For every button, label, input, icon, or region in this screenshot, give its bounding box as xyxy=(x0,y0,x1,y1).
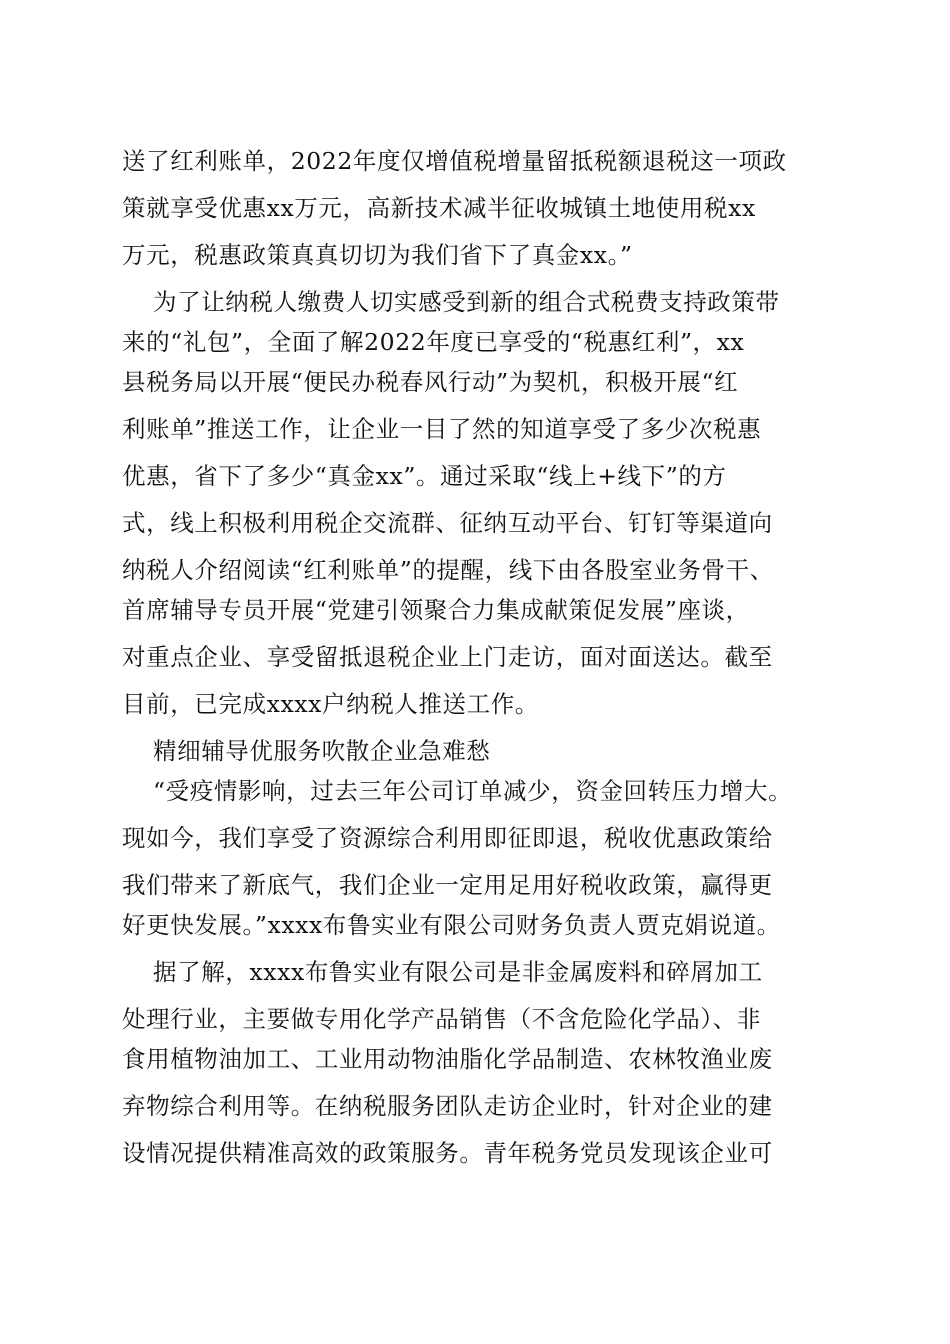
text-line-21: 食用植物油加工、工业用动物油脂化学品制造、农林牧渔业废 xyxy=(122,1045,773,1073)
quote-start-line: “受疫情影响，过去三年公司订单减少，资金回转压力增大。 xyxy=(153,777,793,805)
text-line-22: 弃物综合利用等。在纳税服务团队走访企业时，针对企业的建 xyxy=(122,1092,773,1120)
section-heading: 精细辅导优服务吹散企业急难愁 xyxy=(153,737,491,765)
text-line-12: 对重点企业、享受留抵退税企业上门走访，面对面送达。截至 xyxy=(122,643,773,671)
paragraph-start-line: 为了让纳税人缴费人切实感受到新的组合式税费支持政策带 xyxy=(153,288,780,316)
text-line-2: 策就享受优惠xx万元，高新技术减半征收城镇土地使用税xx xyxy=(122,194,756,222)
text-line-17: 我们带来了新底气，我们企业一定用足用好税收政策，赢得更 xyxy=(122,871,773,899)
text-line-16: 现如今，我们享受了资源综合利用即征即退，税收优惠政策给 xyxy=(122,824,773,852)
text-line-18: 好更快发展。”xxxx布鲁实业有限公司财务负责人贾克娟说道。 xyxy=(122,911,781,939)
text-line-8: 优惠，省下了多少“真金xx”。通过采取“线上+线下”的方 xyxy=(122,462,727,490)
text-line-1: 送了红利账单，2022年度仅增值税增量留抵税额退税这一项政 xyxy=(122,147,787,175)
text-line-7: 利账单”推送工作，让企业一目了然的知道享受了多少次税惠 xyxy=(122,415,762,443)
text-line-3: 万元，税惠政策真真切切为我们省下了真金xx。” xyxy=(122,241,633,269)
text-line-9: 式，线上积极利用税企交流群、征纳互动平台、钉钉等渠道向 xyxy=(122,509,773,537)
text-line-20: 处理行业，主要做专用化学产品销售（不含危险化学品）、非 xyxy=(122,1005,761,1033)
text-line-13: 目前，已完成xxxx户纳税人推送工作。 xyxy=(122,690,539,718)
paragraph-start-line: 据了解，xxxx布鲁实业有限公司是非金属废料和碎屑加工 xyxy=(153,958,763,986)
text-line-23: 设情况提供精准高效的政策服务。青年税务党员发现该企业可 xyxy=(122,1139,773,1167)
text-line-5: 来的“礼包”，全面了解2022年度已享受的“税惠红利”，xx xyxy=(122,328,745,356)
text-line-11: 首席辅导专员开展“党建引领聚合力集成献策促发展”座谈， xyxy=(122,596,750,624)
text-line-10: 纳税人介绍阅读“红利账单”的提醒，线下由各股室业务骨干、 xyxy=(122,556,774,584)
text-line-6: 县税务局以开展“便民办税春风行动”为契机，积极开展“红 xyxy=(122,368,739,396)
